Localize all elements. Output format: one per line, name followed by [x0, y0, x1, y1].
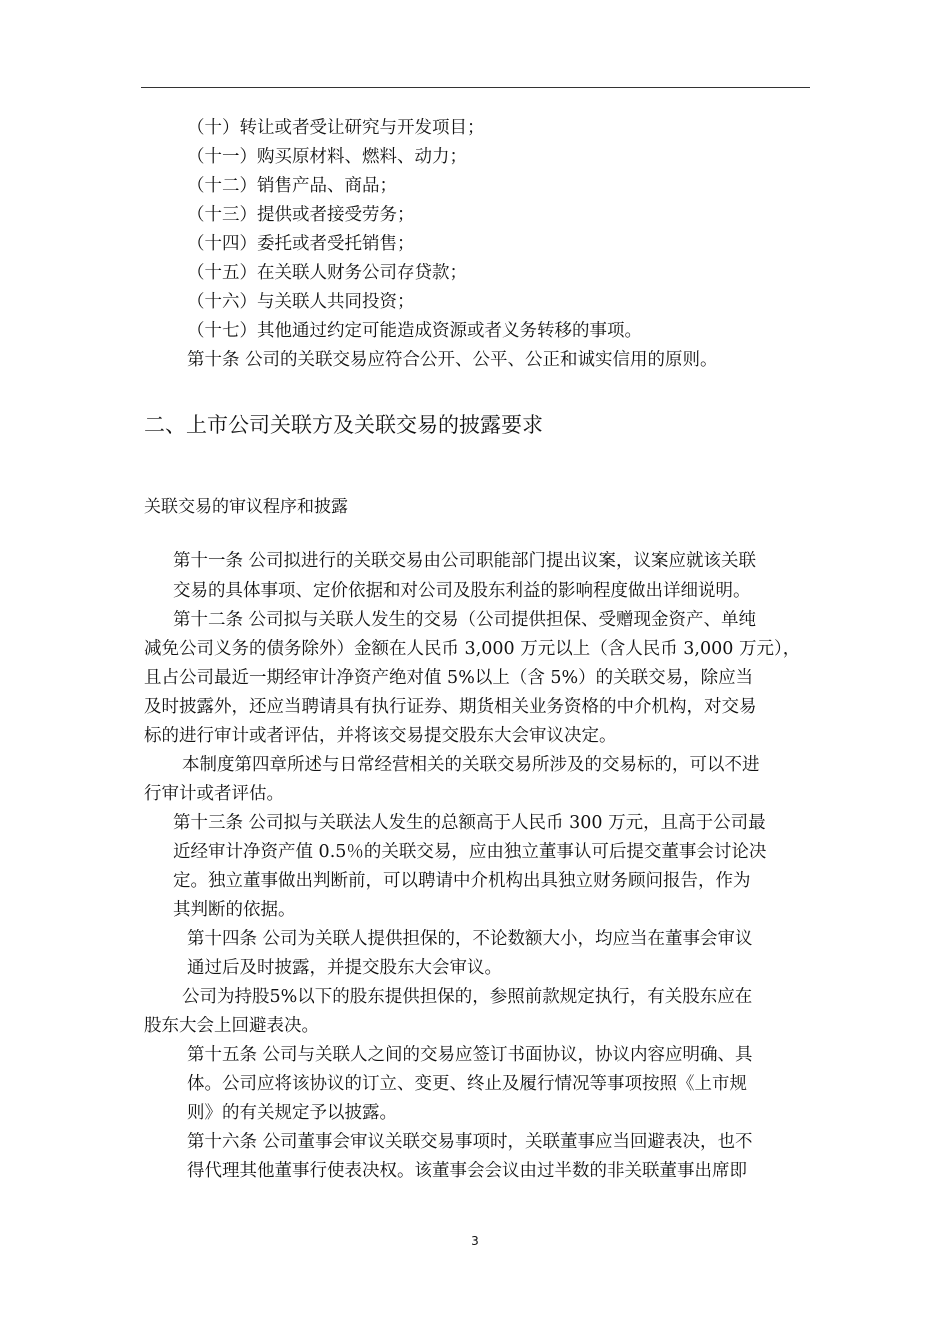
- article-16-line: 得代理其他董事行使表决权。该董事会会议由过半数的非关联董事出席即: [187, 1161, 747, 1181]
- article-13-line: 其判断的依据。: [173, 900, 296, 920]
- article-13-line: 定。独立董事做出判断前，可以聘请中介机构出具独立财务顾问报告，作为: [173, 871, 751, 891]
- article-15-line: 第十五条 公司与关联人之间的交易应签订书面协议，协议内容应明确、具: [187, 1045, 753, 1065]
- list-item: （十五）在关联人财务公司存贷款；: [187, 263, 467, 283]
- page-number: 3: [471, 1234, 479, 1248]
- article-12-line: 且占公司最近一期经审计净资产绝对值 5%以上（含 5%）的关联交易，除应当: [144, 668, 754, 688]
- header-rule: [141, 87, 810, 88]
- article-14-line: 第十四条 公司为关联人提供担保的，不论数额大小，均应当在董事会审议: [187, 929, 753, 949]
- list-item: （十六）与关联人共同投资；: [187, 292, 415, 312]
- article-14-note-line: 公司为持股5%以下的股东提供担保的，参照前款规定执行，有关股东应在: [182, 987, 753, 1007]
- article-12-note-line: 本制度第四章所述与日常经营相关的关联交易所涉及的交易标的，可以不进: [182, 755, 760, 775]
- article-15-line: 体。公司应将该协议的订立、变更、终止及履行情况等事项按照《上市规: [187, 1074, 747, 1094]
- article-11-line: 交易的具体事项、定价依据和对公司及股东利益的影响程度做出详细说明。: [173, 581, 751, 601]
- list-item: （十一）购买原材料、燃料、动力；: [187, 147, 467, 167]
- subheading: 关联交易的审议程序和披露: [144, 497, 348, 517]
- article-12-note-line: 行审计或者评估。: [144, 784, 284, 804]
- section-heading: 二、上市公司关联方及关联交易的披露要求: [144, 413, 543, 437]
- article-12-line: 及时披露外，还应当聘请具有执行证券、期货相关业务资格的中介机构，对交易: [144, 697, 757, 717]
- article-11-line: 第十一条 公司拟进行的关联交易由公司职能部门提出议案，议案应就该关联: [173, 551, 757, 571]
- article-13-line: 第十三条 公司拟与关联法人发生的总额高于人民币 300 万元，且高于公司最: [173, 813, 766, 833]
- list-item: （十）转让或者受让研究与开发项目；: [187, 118, 485, 138]
- list-item: （十二）销售产品、商品；: [187, 176, 397, 196]
- article-12-line: 第十二条 公司拟与关联人发生的交易（公司提供担保、受赠现金资产、单纯: [173, 610, 757, 630]
- article-10: 第十条 公司的关联交易应符合公开、公平、公正和诚实信用的原则。: [187, 350, 718, 370]
- list-item: （十四）委托或者受托销售；: [187, 234, 415, 254]
- list-item: （十三）提供或者接受劳务；: [187, 205, 415, 225]
- article-12-line: 标的进行审计或者评估，并将该交易提交股东大会审议决定。: [144, 726, 617, 746]
- article-13-line: 近经审计净资产值 0.5％的关联交易，应由独立董事认可后提交董事会讨论决: [173, 842, 767, 862]
- list-item: （十七）其他通过约定可能造成资源或者义务转移的事项。: [187, 321, 642, 341]
- article-12-line: 减免公司义务的债务除外）金额在人民币 3,000 万元以上（含人民币 3,000 万元），: [144, 639, 801, 659]
- article-16-line: 第十六条 公司董事会审议关联交易事项时，关联董事应当回避表决，也不: [187, 1132, 753, 1152]
- article-14-line: 通过后及时披露，并提交股东大会审议。: [187, 958, 502, 978]
- article-15-line: 则》的有关规定予以披露。: [187, 1103, 397, 1123]
- article-14-note-line: 股东大会上回避表决。: [144, 1016, 319, 1036]
